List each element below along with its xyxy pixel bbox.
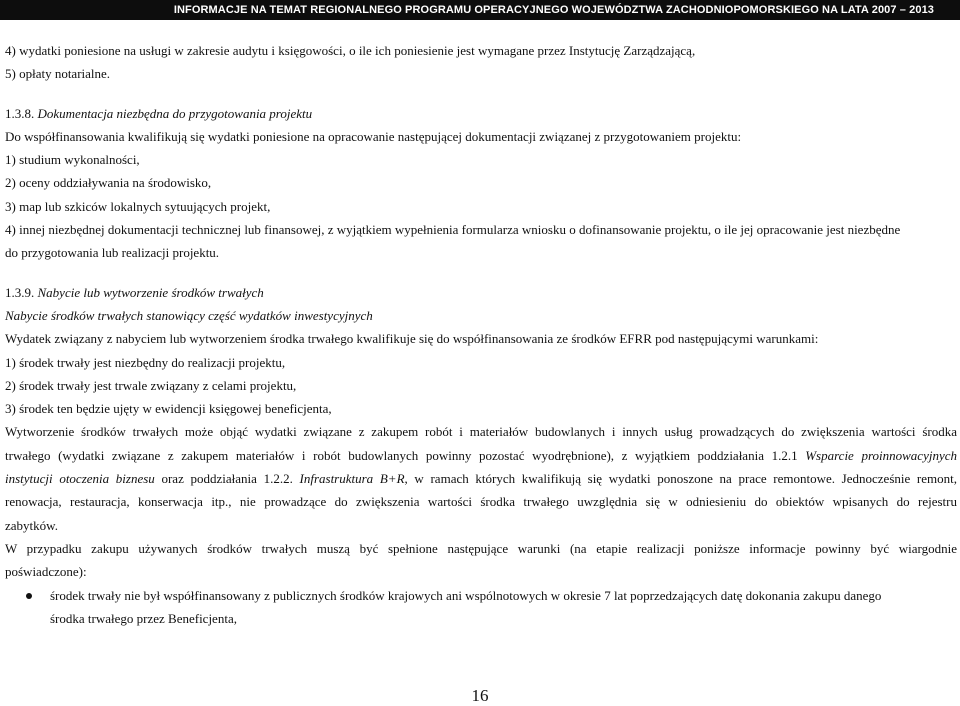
bullet-text-continuation: środka trwałego przez Beneficjenta,: [50, 610, 237, 626]
section-number: 1.3.8.: [5, 105, 35, 121]
section-heading-1-3-8: [5, 102, 957, 125]
subtitle-text: Nabycie środków trwałych stanowiący część wydatków inwestycyjnych: [5, 307, 373, 323]
italic-run: Wsparcie proinnowacyjnych: [805, 447, 957, 463]
document-header-band: [0, 0, 960, 20]
paragraph-line: zabytków.: [5, 517, 58, 533]
list-item: 4) wydatki poniesione na usługi w zakresie audytu i księgowości, o ile ich poniesienie jest wymagane przez Instytucję Zarządzającą,: [5, 43, 696, 58]
page-number: 16: [471, 686, 489, 705]
italic-run: Infrastruktura B+R: [299, 471, 405, 487]
paragraph: Do współfinansowania kwalifikują się wydatki poniesione na opracowanie następującej dokumentacji związanej z przygotowaniem projektu:: [5, 128, 742, 144]
list-item: 4) innej niezbędnej dokumentacji technicznej lub finansowej, z wyjątkiem wypełnienia formularza wniosku o dofinansowanie projektu, o ile jej opracowanie jest niezbędne: [5, 222, 901, 238]
list-item: 1) środek trwały jest niezbędny do realizacji projektu,: [5, 354, 286, 370]
list-item: 3) środek ten będzie ujęty w ewidencji księgowej beneficjenta,: [5, 401, 332, 417]
paragraph: Wydatek związany z nabyciem lub wytworzeniem środka trwałego kwalifikuje się do współfinansowania ze środków EFRR pod następującymi warunkami:: [5, 331, 819, 347]
spacer: [5, 86, 957, 102]
paragraph-line: poświadczone):: [5, 564, 87, 580]
header-title: INFORMACJE NA TEMAT REGIONALNEGO PROGRAMU OPERACYJNEGO WOJEWÓDZTWA ZACHODNIOPOMORSKIEGO NA LATA 2007 – 2013: [173, 4, 934, 16]
paragraph-line: [5, 467, 957, 490]
section-heading-1-3-9: [5, 281, 957, 304]
paragraph-line: renowacja, restauracja, konserwacja itp., nie prowadzące do zwiększenia wartości środka trwałego uwzględnia się w odniesieniu do obiektów wpisanych do rejestru: [5, 494, 957, 510]
section-title: Dokumentacja niezbędna do przygotowania projektu: [37, 105, 313, 121]
text-run: trwałego (wydatki związane z zakupem materiałów i robót budowlanych powinny pozostać wyodrębnione), z wyjątkiem poddziałania 1.2.1: [5, 447, 806, 463]
text-run: , w ramach których kwalifikują się wydatki ponoszone na prace remontowe. Jednocześnie remont,: [404, 471, 957, 487]
list-item: 1) studium wykonalności,: [5, 152, 140, 168]
italic-run: instytucji otoczenia biznesu: [5, 471, 155, 487]
paragraph-line: Wytworzenie środków trwałych może objąć wydatki związane z zakupem robót i materiałów budowlanych i innych usług prowadzących do zwiększenia wartości środka: [5, 424, 957, 440]
section-subtitle: [5, 304, 957, 327]
section-title: Nabycie lub wytworzenie środków trwałych: [37, 284, 264, 300]
list-item: 3) map lub szkiców lokalnych sytuujących projekt,: [5, 198, 271, 214]
list-item: 5) opłaty notarialne.: [5, 66, 111, 82]
section-number: 1.3.9.: [5, 284, 35, 300]
bullet-icon: [26, 593, 32, 599]
spacer: [5, 265, 957, 281]
list-item: 2) oceny oddziaływania na środowisko,: [5, 175, 212, 191]
bullet-item: [5, 584, 957, 631]
bullet-text: środek trwały nie był współfinansowany z publicznych środków krajowych ani wspólnotowych w okresie 7 lat poprzedzających datę dokonania zakupu danego: [50, 587, 882, 603]
list-item-continuation: do przygotowania lub realizacji projektu.: [5, 245, 220, 261]
document-body: [5, 39, 957, 630]
list-item: 2) środek trwały jest trwale związany z celami projektu,: [5, 377, 297, 393]
paragraph-line: W przypadku zakupu używanych środków trwałych muszą być spełnione następujące warunki (na etapie realizacji poniższe informacje powinny być wiargodnie: [5, 540, 957, 556]
paragraph-line: [5, 444, 957, 467]
text-run: oraz poddziałania 1.2.2.: [154, 471, 300, 487]
